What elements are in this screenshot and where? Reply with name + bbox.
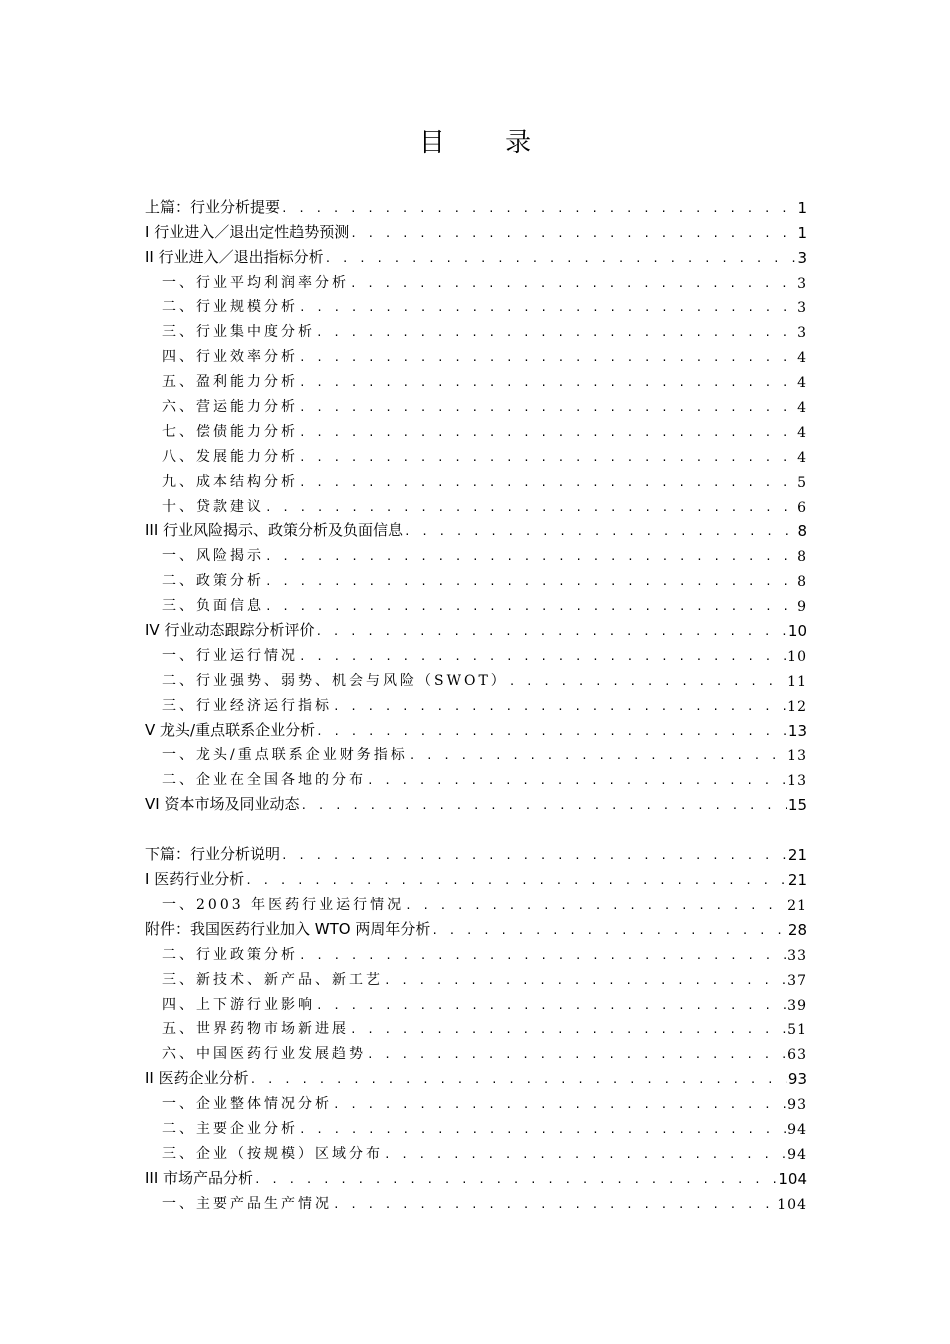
toc-page-number: 4 — [797, 449, 807, 466]
toc-entry-title: 一、主要产品生产情况 — [162, 1195, 332, 1212]
toc-page-number: 94 — [787, 1146, 807, 1163]
dot-leader — [367, 1049, 786, 1060]
toc-entry-section[interactable] — [145, 540, 807, 565]
dot-leader — [299, 352, 796, 363]
toc-page-number: 13 — [787, 773, 807, 790]
toc-entry-title: 上篇：行业分析提要 — [145, 197, 281, 216]
toc-entry-chapter[interactable] — [145, 914, 807, 939]
toc-entry-chapter[interactable] — [145, 192, 807, 217]
toc-entry-section[interactable] — [145, 565, 807, 590]
toc-page-number: 33 — [787, 947, 807, 964]
toc-entry-title: 五、盈利能力分析 — [162, 374, 298, 391]
toc-page-number: 104 — [777, 1196, 807, 1213]
toc-entry-title: 一、行业运行情况 — [162, 647, 298, 664]
toc-entry-chapter[interactable] — [145, 242, 807, 267]
toc-entry-title: I 行业进入／退出定性趋势预测 — [145, 222, 350, 241]
toc-entry-title: 八、发展能力分析 — [162, 448, 298, 465]
toc-entry-chapter[interactable] — [145, 715, 807, 740]
dot-leader — [405, 900, 786, 911]
dot-leader — [299, 1124, 786, 1135]
dot-leader — [299, 477, 796, 488]
toc-entry-title: 二、行业强势、弱势、机会与风险（SWOT） — [162, 672, 508, 689]
toc-page-number: 10 — [787, 648, 807, 665]
dot-leader — [299, 402, 796, 413]
toc-entry-title: V 龙头/重点联系企业分析 — [145, 720, 316, 739]
toc-entry-section[interactable] — [145, 391, 807, 416]
dot-leader — [350, 228, 796, 239]
toc-page-number: 10 — [787, 622, 807, 641]
toc-entry-section[interactable] — [145, 939, 807, 964]
toc-entry-section[interactable] — [145, 267, 807, 292]
dot-leader — [316, 1000, 786, 1011]
table-of-contents — [145, 192, 807, 1213]
toc-page-number: 21 — [787, 897, 807, 914]
toc-entry-section[interactable] — [145, 366, 807, 391]
toc-page-number: 4 — [797, 350, 807, 367]
dot-leader — [299, 950, 786, 961]
dot-leader — [316, 726, 787, 737]
toc-page-number: 104 — [778, 1169, 807, 1188]
toc-page-number: 3 — [797, 275, 807, 292]
toc-page-number: 12 — [787, 698, 807, 715]
toc-entry-title: 六、中国医药行业发展趋势 — [162, 1046, 366, 1063]
toc-entry-title: 六、营运能力分析 — [162, 399, 298, 416]
dot-leader — [333, 1199, 776, 1210]
dot-leader — [404, 526, 796, 537]
toc-page-number: 3 — [797, 248, 807, 267]
dot-leader — [281, 850, 787, 861]
toc-page-number: 9 — [797, 599, 807, 616]
toc-entry-title: 二、行业政策分析 — [162, 946, 298, 963]
toc-page-number: 1 — [797, 198, 807, 217]
dot-leader — [325, 253, 797, 264]
toc-entry-title: 五、世界药物市场新进展 — [162, 1021, 349, 1038]
toc-entry-section[interactable] — [145, 1014, 807, 1039]
toc-entry-section[interactable] — [145, 690, 807, 715]
toc-entry-title: 四、上下游行业影响 — [162, 996, 315, 1013]
toc-page-number: 4 — [797, 400, 807, 417]
toc-entry-section[interactable] — [145, 590, 807, 615]
toc-entry-chapter[interactable] — [145, 839, 807, 864]
toc-entry-title: III 行业风险揭示、政策分析及负面信息 — [145, 521, 404, 540]
toc-entry-section[interactable] — [145, 466, 807, 491]
toc-entry-title: 九、成本结构分析 — [162, 473, 298, 490]
toc-entry-title: 二、政策分析 — [162, 573, 264, 590]
dot-leader — [265, 502, 796, 513]
toc-entry-title: VI 资本市场及同业动态 — [145, 795, 300, 814]
toc-entry-section[interactable] — [145, 740, 807, 765]
dot-leader — [409, 750, 786, 761]
dot-leader — [299, 452, 796, 463]
toc-entry-section[interactable] — [145, 292, 807, 317]
toc-entry-title: 七、偿债能力分析 — [162, 423, 298, 440]
dot-leader — [265, 601, 796, 612]
toc-entry-section[interactable] — [145, 416, 807, 441]
toc-entry-chapter[interactable] — [145, 1163, 807, 1188]
toc-entry-title: 一、2003 年医药行业运行情况 — [162, 896, 405, 913]
dot-leader — [315, 626, 786, 637]
dot-leader — [299, 427, 796, 438]
toc-entry-title: 二、企业在全国各地的分布 — [162, 772, 366, 789]
dot-leader — [509, 676, 786, 687]
toc-entry-title: 十、贷款建议 — [162, 498, 264, 515]
dot-leader — [333, 701, 786, 712]
dot-leader — [350, 278, 796, 289]
toc-entry-section[interactable] — [145, 1188, 807, 1213]
toc-page-number: 11 — [787, 673, 807, 690]
toc-entry-chapter[interactable] — [145, 864, 807, 889]
toc-entry-section[interactable] — [145, 1113, 807, 1138]
toc-page-number: 3 — [797, 325, 807, 342]
dot-leader — [299, 651, 786, 662]
toc-entry-title: II 行业进入／退出指标分析 — [145, 247, 324, 266]
toc-entry-title: 一、企业整体情况分析 — [162, 1096, 332, 1113]
toc-page-number: 6 — [797, 499, 807, 516]
toc-entry-chapter[interactable] — [145, 516, 807, 541]
toc-entry-chapter[interactable] — [145, 615, 807, 640]
toc-entry-title: 四、行业效率分析 — [162, 349, 298, 366]
toc-page-number: 28 — [787, 920, 807, 939]
toc-entry-title: 一、风险揭示 — [162, 548, 264, 565]
dot-leader — [245, 875, 787, 886]
toc-page-number: 4 — [797, 375, 807, 392]
toc-page-number: 8 — [797, 522, 807, 541]
toc-page-number: 8 — [797, 549, 807, 566]
dot-leader — [300, 800, 786, 811]
toc-entry-title: 一、行业平均利润率分析 — [162, 274, 349, 291]
toc-entry-section[interactable] — [145, 1088, 807, 1113]
toc-page-number: 4 — [797, 424, 807, 441]
dot-leader — [316, 327, 796, 338]
toc-entry-section[interactable] — [145, 441, 807, 466]
toc-entry-title: 二、行业规模分析 — [162, 299, 298, 316]
toc-page-number: 5 — [797, 474, 807, 491]
dot-leader — [367, 775, 786, 786]
toc-entry-chapter[interactable] — [145, 217, 807, 242]
page-title: 目 录 — [418, 128, 558, 158]
toc-entry-section[interactable] — [145, 640, 807, 665]
dot-leader — [431, 925, 787, 936]
toc-entry-title: 附件：我国医药行业加入 WTO 两周年分析 — [145, 919, 431, 938]
toc-page-number: 51 — [787, 1022, 807, 1039]
toc-entry-section[interactable] — [145, 964, 807, 989]
toc-section-gap — [145, 814, 807, 839]
dot-leader — [299, 377, 796, 388]
dot-leader — [250, 1074, 787, 1085]
toc-entry-section[interactable] — [145, 491, 807, 516]
dot-leader — [281, 203, 796, 214]
toc-entry-chapter[interactable] — [145, 1063, 807, 1088]
toc-page-number: 13 — [787, 721, 807, 740]
toc-entry-section[interactable] — [145, 316, 807, 341]
toc-entry-title: 三、行业集中度分析 — [162, 324, 315, 341]
toc-entry-title: 下篇：行业分析说明 — [145, 845, 281, 864]
toc-entry-title: II 医药企业分析 — [145, 1069, 249, 1088]
toc-entry-title: 三、新技术、新产品、新工艺 — [162, 971, 383, 988]
toc-page-number: 13 — [787, 748, 807, 765]
toc-page-number: 93 — [787, 1070, 807, 1089]
toc-entry-title: IV 行业动态跟踪分析评价 — [145, 621, 315, 640]
toc-entry-title: 一、龙头/重点联系企业财务指标 — [162, 747, 408, 764]
toc-entry-section[interactable] — [145, 1038, 807, 1063]
dot-leader — [384, 1149, 786, 1160]
toc-entry-section[interactable] — [145, 341, 807, 366]
toc-page-number: 21 — [787, 846, 807, 865]
toc-entry-section[interactable] — [145, 989, 807, 1014]
dot-leader — [350, 1024, 786, 1035]
toc-entry-section[interactable] — [145, 889, 807, 914]
toc-page-number: 39 — [787, 997, 807, 1014]
toc-entry-chapter[interactable] — [145, 789, 807, 814]
toc-page-number: 21 — [787, 871, 807, 890]
toc-page-number: 3 — [797, 300, 807, 317]
toc-page-number: 94 — [787, 1121, 807, 1138]
dot-leader — [333, 1099, 786, 1110]
dot-leader — [265, 551, 796, 562]
toc-page-number: 37 — [787, 972, 807, 989]
toc-entry-title: 三、行业经济运行指标 — [162, 697, 332, 714]
dot-leader — [265, 576, 796, 587]
toc-entry-title: I 医药行业分析 — [145, 870, 245, 889]
toc-entry-title: 二、主要企业分析 — [162, 1120, 298, 1137]
dot-leader — [384, 975, 786, 986]
toc-entry-section[interactable] — [145, 1138, 807, 1163]
dot-leader — [299, 302, 796, 313]
toc-page-number: 63 — [787, 1047, 807, 1064]
toc-entry-section[interactable] — [145, 665, 807, 690]
toc-entry-title: 三、企业（按规模）区域分布 — [162, 1145, 383, 1162]
toc-page-number: 93 — [787, 1097, 807, 1114]
dot-leader — [254, 1174, 777, 1185]
toc-page-number: 15 — [787, 796, 807, 815]
toc-page-number: 1 — [797, 223, 807, 242]
toc-page-number: 8 — [797, 574, 807, 591]
toc-entry-title: III 市场产品分析 — [145, 1168, 254, 1187]
toc-entry-title: 三、负面信息 — [162, 598, 264, 615]
toc-entry-section[interactable] — [145, 764, 807, 789]
